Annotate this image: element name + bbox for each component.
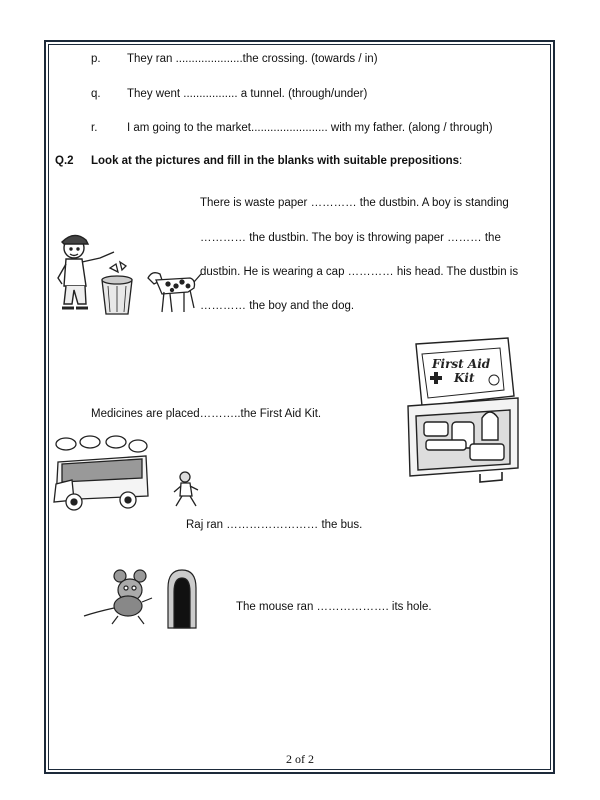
dustbin-figure	[102, 262, 132, 314]
first-aid-sentence: Medicines are placed………..the First Aid Kit.	[91, 408, 322, 420]
item-letter-p: p.	[91, 53, 101, 65]
first-aid-kit-illustration	[402, 336, 522, 484]
item-text-p: They ran .....................the crossing. (towards / in)	[127, 53, 378, 65]
kit-label-line1: First Aid	[432, 357, 491, 371]
kit-label-line2: Kit	[454, 371, 475, 385]
dog-figure	[148, 273, 201, 312]
mouse-hole-illustration	[82, 568, 204, 632]
bus-sentence: Raj ran …………………… the bus.	[186, 519, 363, 531]
boy-dustbin-dog-illustration	[52, 228, 202, 320]
passage-line-4: ………… the boy and the dog.	[200, 300, 355, 312]
page-number: 2 of 2	[286, 752, 314, 766]
passage-line-2: ………… the dustbin. The boy is throwing paper ……… the	[200, 232, 501, 244]
passage-line-3: dustbin. He is wearing a cap ………… his head. The dustbin is	[200, 266, 519, 278]
running-boy-illustration	[170, 470, 200, 510]
mouse-sentence: The mouse ran ………………. its hole.	[236, 601, 432, 613]
item-letter-q: q.	[91, 88, 101, 100]
passage-line-1: There is waste paper ………… the dustbin. A boy is standing	[200, 197, 509, 209]
bus-illustration	[52, 434, 152, 512]
question-instruction: Look at the pictures and fill in the blanks with suitable prepositions	[91, 155, 460, 167]
item-text-q: They went ................. a tunnel. (through/under)	[127, 88, 368, 100]
question-number: Q.2	[55, 155, 74, 167]
item-text-r: I am going to the market........................ with my father. (along / through)	[127, 122, 493, 134]
item-letter-r: r.	[91, 122, 98, 134]
mouse-hole-figure	[168, 570, 196, 628]
question-colon: :	[459, 155, 463, 167]
mouse-figure	[84, 570, 152, 624]
question-instruction-wrap	[91, 154, 462, 168]
